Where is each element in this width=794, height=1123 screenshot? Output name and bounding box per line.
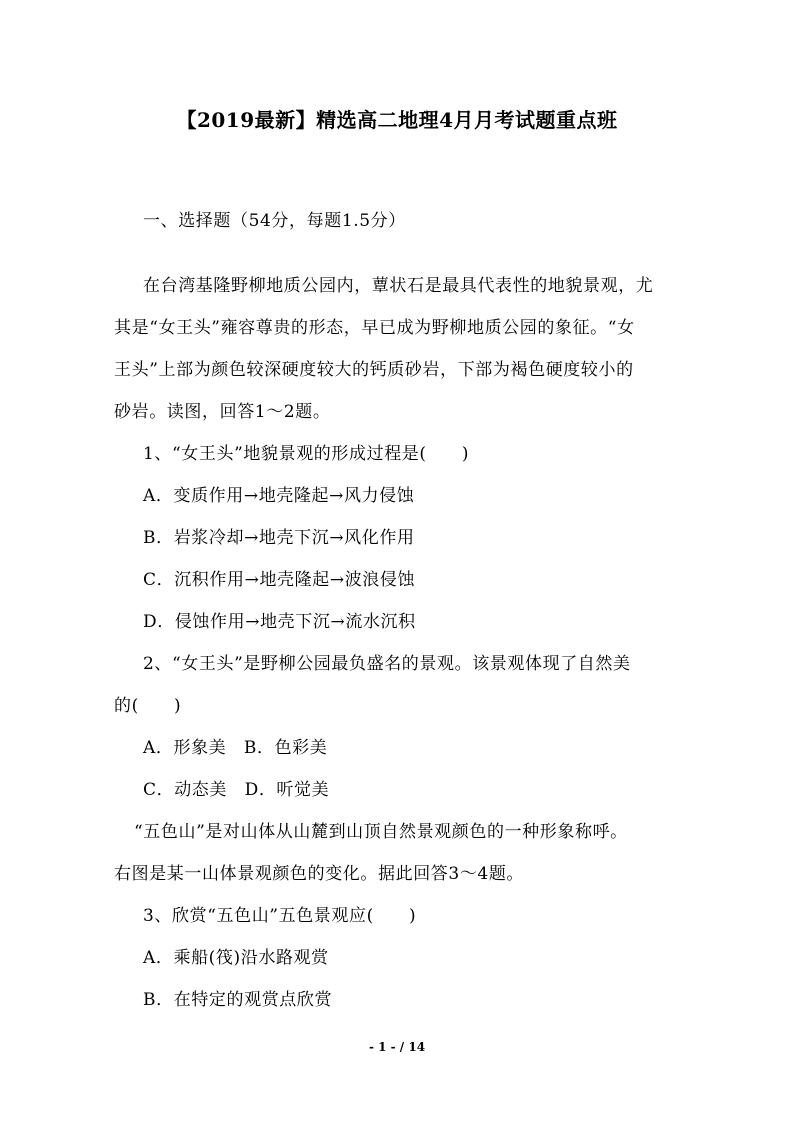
intro-paragraph-line: 其是“女王头”雍容尊贵的形态，早已成为野柳地质公园的象征。“女 <box>114 318 635 338</box>
intro-paragraph-2-line: “五色山”是对山体从山麓到山顶自然景观颜色的一种形象称呼。 <box>134 822 628 842</box>
question-2-stem-line: 2、“女王头”是野柳公园最负盛名的景观。该景观体现了自然美 <box>143 654 631 674</box>
question-1-option-d: D．侵蚀作用→地壳下沉→流水沉积 <box>143 612 416 632</box>
intro-paragraph-line: 在台湾基隆野柳地质公园内，蕈状石是最具代表性的地貌景观，尤 <box>143 276 654 296</box>
question-1-stem: 1、“女王头”地貌景观的形成过程是( ) <box>143 444 470 464</box>
question-1-option-b: B．岩浆冷却→地壳下沉→风化作用 <box>143 528 415 548</box>
question-2-options-ab: A．形象美 B．色彩美 <box>143 738 328 758</box>
section-heading: 一、选择题（54分，每题1.5分） <box>143 211 406 231</box>
intro-paragraph-line: 砂岩。读图，回答1～2题。 <box>114 402 331 422</box>
question-1-option-a: A．变质作用→地壳隆起→风力侵蚀 <box>143 486 415 506</box>
question-2-options-cd: C．动态美 D．听觉美 <box>143 780 330 800</box>
question-3-stem: 3、欣赏“五色山”五色景观应( ) <box>143 906 417 926</box>
question-3-option-b: B．在特定的观赏点欣赏 <box>143 990 333 1010</box>
intro-paragraph-line: 王头”上部为颜色较深硬度较大的钙质砂岩，下部为褐色硬度较小的 <box>114 360 634 380</box>
question-1-option-c: C．沉积作用→地壳隆起→波浪侵蚀 <box>143 570 416 590</box>
document-title: 【2019最新】精选高二地理4月月考试题重点班 <box>176 108 618 132</box>
question-3-option-a: A．乘船(筏)沿水路观赏 <box>143 948 329 968</box>
intro-paragraph-2-line: 右图是某一山体景观颜色的变化。据此回答3～4题。 <box>114 864 525 884</box>
page-number: - 1 - / 14 <box>368 1040 426 1054</box>
question-2-stem-line: 的( ) <box>114 696 182 716</box>
